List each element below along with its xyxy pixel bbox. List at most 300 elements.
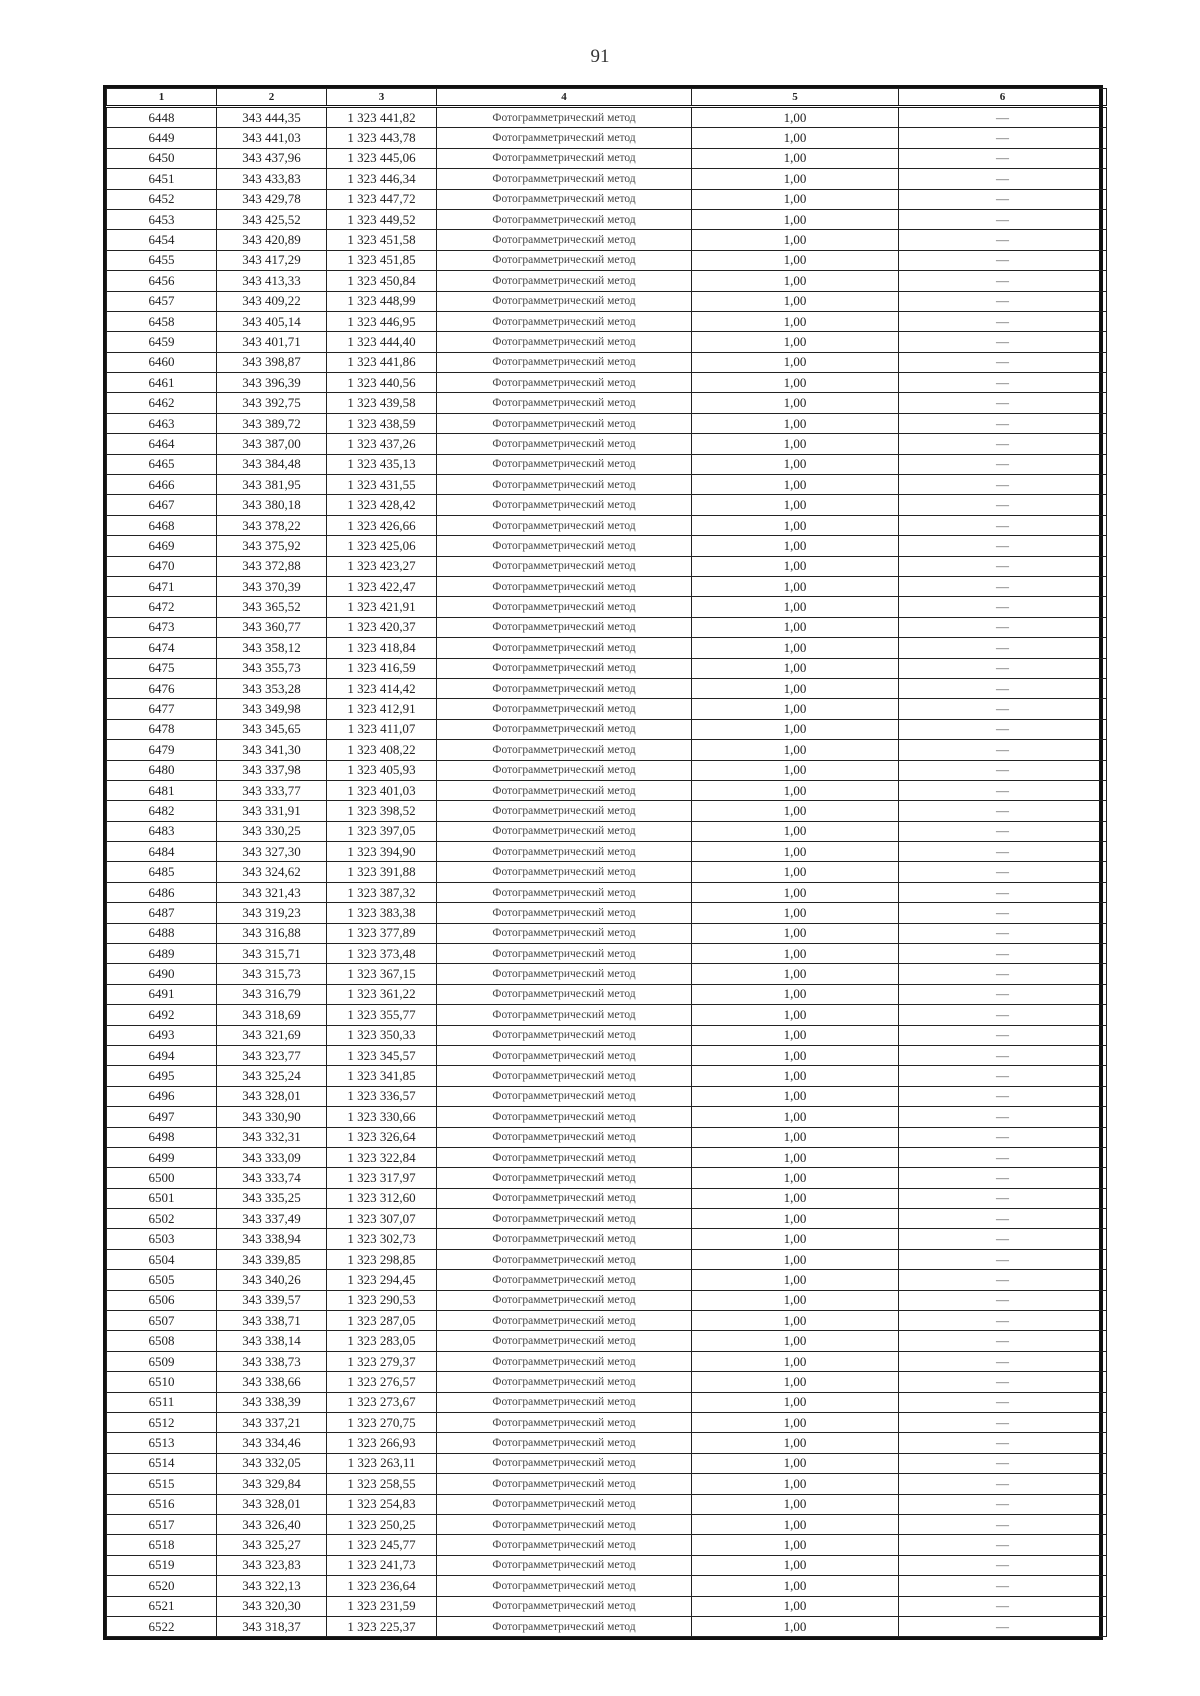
- point-number-cell: 6470: [107, 556, 217, 576]
- y-coordinate-cell: 1 323 428,42: [327, 495, 437, 515]
- accuracy-cell: 1,00: [692, 1474, 899, 1494]
- accuracy-cell: 1,00: [692, 1596, 899, 1616]
- table-body: [107, 107, 1107, 1637]
- point-number-cell: 6511: [107, 1392, 217, 1412]
- table-row: [107, 1351, 1107, 1371]
- y-coordinate-cell: 1 323 245,77: [327, 1535, 437, 1555]
- x-coordinate-cell: 343 330,90: [217, 1107, 327, 1127]
- note-cell: —: [899, 1229, 1107, 1249]
- accuracy-cell: 1,00: [692, 1005, 899, 1025]
- method-cell: Фотограмметрический метод: [437, 332, 692, 352]
- table-row: [107, 1066, 1107, 1086]
- note-cell: —: [899, 576, 1107, 596]
- x-coordinate-cell: 343 332,31: [217, 1127, 327, 1147]
- accuracy-cell: 1,00: [692, 842, 899, 862]
- x-coordinate-cell: 343 321,69: [217, 1025, 327, 1045]
- y-coordinate-cell: 1 323 241,73: [327, 1555, 437, 1575]
- y-coordinate-cell: 1 323 383,38: [327, 903, 437, 923]
- table-row: [107, 1086, 1107, 1106]
- method-cell: Фотограмметрический метод: [437, 271, 692, 291]
- table-row: [107, 842, 1107, 862]
- point-number-cell: 6487: [107, 903, 217, 923]
- y-coordinate-cell: 1 323 414,42: [327, 678, 437, 698]
- y-coordinate-cell: 1 323 440,56: [327, 373, 437, 393]
- table-row: [107, 1514, 1107, 1534]
- table-row: [107, 923, 1107, 943]
- point-number-cell: 6479: [107, 740, 217, 760]
- x-coordinate-cell: 343 328,01: [217, 1086, 327, 1106]
- point-number-cell: 6522: [107, 1616, 217, 1636]
- method-cell: Фотограмметрический метод: [437, 678, 692, 698]
- x-coordinate-cell: 343 401,71: [217, 332, 327, 352]
- note-cell: —: [899, 536, 1107, 556]
- y-coordinate-cell: 1 323 283,05: [327, 1331, 437, 1351]
- point-number-cell: 6464: [107, 434, 217, 454]
- accuracy-cell: 1,00: [692, 413, 899, 433]
- point-number-cell: 6450: [107, 148, 217, 168]
- x-coordinate-cell: 343 335,25: [217, 1188, 327, 1208]
- table-row: [107, 658, 1107, 678]
- point-number-cell: 6503: [107, 1229, 217, 1249]
- y-coordinate-cell: 1 323 437,26: [327, 434, 437, 454]
- accuracy-cell: 1,00: [692, 1290, 899, 1310]
- note-cell: —: [899, 1453, 1107, 1473]
- point-number-cell: 6469: [107, 536, 217, 556]
- x-coordinate-cell: 343 337,21: [217, 1413, 327, 1433]
- table-header-row: [107, 89, 1107, 107]
- y-coordinate-cell: 1 323 446,34: [327, 169, 437, 189]
- note-cell: —: [899, 311, 1107, 331]
- method-cell: Фотограмметрический метод: [437, 740, 692, 760]
- y-coordinate-cell: 1 323 317,97: [327, 1168, 437, 1188]
- table-row: [107, 1433, 1107, 1453]
- x-coordinate-cell: 343 339,85: [217, 1249, 327, 1269]
- x-coordinate-cell: 343 387,00: [217, 434, 327, 454]
- table-row: [107, 311, 1107, 331]
- accuracy-cell: 1,00: [692, 1555, 899, 1575]
- x-coordinate-cell: 343 325,27: [217, 1535, 327, 1555]
- accuracy-cell: 1,00: [692, 1351, 899, 1371]
- table-row: [107, 1249, 1107, 1269]
- x-coordinate-cell: 343 320,30: [217, 1596, 327, 1616]
- point-number-cell: 6455: [107, 250, 217, 270]
- y-coordinate-cell: 1 323 236,64: [327, 1576, 437, 1596]
- method-cell: Фотограмметрический метод: [437, 882, 692, 902]
- x-coordinate-cell: 343 444,35: [217, 107, 327, 128]
- y-coordinate-cell: 1 323 443,78: [327, 128, 437, 148]
- y-coordinate-cell: 1 323 441,82: [327, 107, 437, 128]
- table-row: [107, 128, 1107, 148]
- x-coordinate-cell: 343 321,43: [217, 882, 327, 902]
- table-row: [107, 332, 1107, 352]
- y-coordinate-cell: 1 323 412,91: [327, 699, 437, 719]
- y-coordinate-cell: 1 323 441,86: [327, 352, 437, 372]
- y-coordinate-cell: 1 323 450,84: [327, 271, 437, 291]
- table-row: [107, 148, 1107, 168]
- x-coordinate-cell: 343 333,77: [217, 780, 327, 800]
- method-cell: Фотограмметрический метод: [437, 128, 692, 148]
- y-coordinate-cell: 1 323 341,85: [327, 1066, 437, 1086]
- method-cell: Фотограмметрический метод: [437, 944, 692, 964]
- accuracy-cell: 1,00: [692, 944, 899, 964]
- point-number-cell: 6493: [107, 1025, 217, 1045]
- x-coordinate-cell: 343 319,23: [217, 903, 327, 923]
- note-cell: —: [899, 1555, 1107, 1575]
- y-coordinate-cell: 1 323 421,91: [327, 597, 437, 617]
- method-cell: Фотограмметрический метод: [437, 169, 692, 189]
- method-cell: Фотограмметрический метод: [437, 862, 692, 882]
- column-header: 5: [692, 89, 899, 107]
- method-cell: Фотограмметрический метод: [437, 1596, 692, 1616]
- x-coordinate-cell: 343 380,18: [217, 495, 327, 515]
- note-cell: —: [899, 271, 1107, 291]
- y-coordinate-cell: 1 323 287,05: [327, 1311, 437, 1331]
- y-coordinate-cell: 1 323 425,06: [327, 536, 437, 556]
- accuracy-cell: 1,00: [692, 1229, 899, 1249]
- method-cell: Фотограмметрический метод: [437, 801, 692, 821]
- point-number-cell: 6458: [107, 311, 217, 331]
- point-number-cell: 6472: [107, 597, 217, 617]
- accuracy-cell: 1,00: [692, 311, 899, 331]
- note-cell: —: [899, 678, 1107, 698]
- x-coordinate-cell: 343 417,29: [217, 250, 327, 270]
- y-coordinate-cell: 1 323 426,66: [327, 515, 437, 535]
- note-cell: —: [899, 332, 1107, 352]
- note-cell: —: [899, 617, 1107, 637]
- accuracy-cell: 1,00: [692, 1270, 899, 1290]
- table-row: [107, 617, 1107, 637]
- accuracy-cell: 1,00: [692, 719, 899, 739]
- x-coordinate-cell: 343 349,98: [217, 699, 327, 719]
- accuracy-cell: 1,00: [692, 1127, 899, 1147]
- table-row: [107, 576, 1107, 596]
- accuracy-cell: 1,00: [692, 556, 899, 576]
- note-cell: —: [899, 842, 1107, 862]
- x-coordinate-cell: 343 378,22: [217, 515, 327, 535]
- accuracy-cell: 1,00: [692, 903, 899, 923]
- table-row: [107, 780, 1107, 800]
- accuracy-cell: 1,00: [692, 128, 899, 148]
- point-number-cell: 6451: [107, 169, 217, 189]
- note-cell: —: [899, 373, 1107, 393]
- x-coordinate-cell: 343 375,92: [217, 536, 327, 556]
- method-cell: Фотограмметрический метод: [437, 250, 692, 270]
- note-cell: —: [899, 393, 1107, 413]
- point-number-cell: 6454: [107, 230, 217, 250]
- y-coordinate-cell: 1 323 387,32: [327, 882, 437, 902]
- method-cell: Фотограмметрический метод: [437, 209, 692, 229]
- y-coordinate-cell: 1 323 254,83: [327, 1494, 437, 1514]
- point-number-cell: 6508: [107, 1331, 217, 1351]
- point-number-cell: 6506: [107, 1290, 217, 1310]
- point-number-cell: 6468: [107, 515, 217, 535]
- table-row: [107, 1453, 1107, 1473]
- y-coordinate-cell: 1 323 401,03: [327, 780, 437, 800]
- y-coordinate-cell: 1 323 270,75: [327, 1413, 437, 1433]
- y-coordinate-cell: 1 323 391,88: [327, 862, 437, 882]
- point-number-cell: 6459: [107, 332, 217, 352]
- method-cell: Фотограмметрический метод: [437, 536, 692, 556]
- note-cell: —: [899, 699, 1107, 719]
- method-cell: Фотограмметрический метод: [437, 1045, 692, 1065]
- point-number-cell: 6489: [107, 944, 217, 964]
- point-number-cell: 6477: [107, 699, 217, 719]
- table-row: [107, 760, 1107, 780]
- y-coordinate-cell: 1 323 449,52: [327, 209, 437, 229]
- table-row: [107, 1045, 1107, 1065]
- method-cell: Фотограмметрический метод: [437, 699, 692, 719]
- note-cell: —: [899, 801, 1107, 821]
- y-coordinate-cell: 1 323 411,07: [327, 719, 437, 739]
- accuracy-cell: 1,00: [692, 1168, 899, 1188]
- accuracy-cell: 1,00: [692, 1025, 899, 1045]
- note-cell: —: [899, 1392, 1107, 1412]
- note-cell: —: [899, 719, 1107, 739]
- point-number-cell: 6452: [107, 189, 217, 209]
- point-number-cell: 6460: [107, 352, 217, 372]
- table-row: [107, 1005, 1107, 1025]
- y-coordinate-cell: 1 323 330,66: [327, 1107, 437, 1127]
- y-coordinate-cell: 1 323 231,59: [327, 1596, 437, 1616]
- note-cell: —: [899, 230, 1107, 250]
- point-number-cell: 6513: [107, 1433, 217, 1453]
- note-cell: —: [899, 454, 1107, 474]
- y-coordinate-cell: 1 323 439,58: [327, 393, 437, 413]
- x-coordinate-cell: 343 433,83: [217, 169, 327, 189]
- method-cell: Фотограмметрический метод: [437, 1413, 692, 1433]
- point-number-cell: 6461: [107, 373, 217, 393]
- x-coordinate-cell: 343 413,33: [217, 271, 327, 291]
- point-number-cell: 6448: [107, 107, 217, 128]
- point-number-cell: 6501: [107, 1188, 217, 1208]
- accuracy-cell: 1,00: [692, 230, 899, 250]
- point-number-cell: 6502: [107, 1209, 217, 1229]
- point-number-cell: 6485: [107, 862, 217, 882]
- accuracy-cell: 1,00: [692, 1453, 899, 1473]
- point-number-cell: 6518: [107, 1535, 217, 1555]
- accuracy-cell: 1,00: [692, 964, 899, 984]
- note-cell: —: [899, 1413, 1107, 1433]
- table-row: [107, 250, 1107, 270]
- accuracy-cell: 1,00: [692, 617, 899, 637]
- accuracy-cell: 1,00: [692, 862, 899, 882]
- x-coordinate-cell: 343 355,73: [217, 658, 327, 678]
- x-coordinate-cell: 343 333,74: [217, 1168, 327, 1188]
- point-number-cell: 6494: [107, 1045, 217, 1065]
- x-coordinate-cell: 343 338,39: [217, 1392, 327, 1412]
- method-cell: Фотограмметрический метод: [437, 475, 692, 495]
- x-coordinate-cell: 343 337,49: [217, 1209, 327, 1229]
- method-cell: Фотограмметрический метод: [437, 148, 692, 168]
- table-row: [107, 1025, 1107, 1045]
- note-cell: —: [899, 1025, 1107, 1045]
- note-cell: —: [899, 148, 1107, 168]
- note-cell: —: [899, 1372, 1107, 1392]
- accuracy-cell: 1,00: [692, 1086, 899, 1106]
- note-cell: —: [899, 780, 1107, 800]
- method-cell: Фотограмметрический метод: [437, 1025, 692, 1045]
- point-number-cell: 6482: [107, 801, 217, 821]
- note-cell: —: [899, 1147, 1107, 1167]
- y-coordinate-cell: 1 323 250,25: [327, 1514, 437, 1534]
- note-cell: —: [899, 1311, 1107, 1331]
- accuracy-cell: 1,00: [692, 1331, 899, 1351]
- accuracy-cell: 1,00: [692, 1392, 899, 1412]
- table-row: [107, 107, 1107, 128]
- accuracy-cell: 1,00: [692, 923, 899, 943]
- coordinates-table: [106, 88, 1107, 1637]
- method-cell: Фотограмметрический метод: [437, 821, 692, 841]
- x-coordinate-cell: 343 338,73: [217, 1351, 327, 1371]
- x-coordinate-cell: 343 398,87: [217, 352, 327, 372]
- note-cell: —: [899, 128, 1107, 148]
- accuracy-cell: 1,00: [692, 1576, 899, 1596]
- point-number-cell: 6462: [107, 393, 217, 413]
- method-cell: Фотограмметрический метод: [437, 1005, 692, 1025]
- method-cell: Фотограмметрический метод: [437, 1086, 692, 1106]
- point-number-cell: 6492: [107, 1005, 217, 1025]
- table-row: [107, 1188, 1107, 1208]
- accuracy-cell: 1,00: [692, 699, 899, 719]
- accuracy-cell: 1,00: [692, 291, 899, 311]
- method-cell: Фотограмметрический метод: [437, 495, 692, 515]
- x-coordinate-cell: 343 338,66: [217, 1372, 327, 1392]
- y-coordinate-cell: 1 323 350,33: [327, 1025, 437, 1045]
- point-number-cell: 6481: [107, 780, 217, 800]
- accuracy-cell: 1,00: [692, 107, 899, 128]
- table-row: [107, 699, 1107, 719]
- y-coordinate-cell: 1 323 423,27: [327, 556, 437, 576]
- accuracy-cell: 1,00: [692, 1514, 899, 1534]
- method-cell: Фотограмметрический метод: [437, 1311, 692, 1331]
- note-cell: —: [899, 209, 1107, 229]
- x-coordinate-cell: 343 340,26: [217, 1270, 327, 1290]
- accuracy-cell: 1,00: [692, 250, 899, 270]
- point-number-cell: 6512: [107, 1413, 217, 1433]
- point-number-cell: 6478: [107, 719, 217, 739]
- note-cell: —: [899, 740, 1107, 760]
- method-cell: Фотограмметрический метод: [437, 352, 692, 372]
- method-cell: Фотограмметрический метод: [437, 719, 692, 739]
- y-coordinate-cell: 1 323 431,55: [327, 475, 437, 495]
- method-cell: Фотограмметрический метод: [437, 1576, 692, 1596]
- table-row: [107, 475, 1107, 495]
- x-coordinate-cell: 343 341,30: [217, 740, 327, 760]
- note-cell: —: [899, 1127, 1107, 1147]
- x-coordinate-cell: 343 339,57: [217, 1290, 327, 1310]
- method-cell: Фотограмметрический метод: [437, 1351, 692, 1371]
- x-coordinate-cell: 343 370,39: [217, 576, 327, 596]
- accuracy-cell: 1,00: [692, 148, 899, 168]
- point-number-cell: 6486: [107, 882, 217, 902]
- accuracy-cell: 1,00: [692, 597, 899, 617]
- x-coordinate-cell: 343 345,65: [217, 719, 327, 739]
- method-cell: Фотограмметрический метод: [437, 842, 692, 862]
- note-cell: —: [899, 1045, 1107, 1065]
- x-coordinate-cell: 343 338,14: [217, 1331, 327, 1351]
- x-coordinate-cell: 343 396,39: [217, 373, 327, 393]
- point-number-cell: 6499: [107, 1147, 217, 1167]
- accuracy-cell: 1,00: [692, 1535, 899, 1555]
- note-cell: —: [899, 944, 1107, 964]
- y-coordinate-cell: 1 323 394,90: [327, 842, 437, 862]
- x-coordinate-cell: 343 325,24: [217, 1066, 327, 1086]
- accuracy-cell: 1,00: [692, 393, 899, 413]
- table-row: [107, 1168, 1107, 1188]
- table-row: [107, 1474, 1107, 1494]
- accuracy-cell: 1,00: [692, 189, 899, 209]
- method-cell: Фотограмметрический метод: [437, 107, 692, 128]
- y-coordinate-cell: 1 323 373,48: [327, 944, 437, 964]
- accuracy-cell: 1,00: [692, 801, 899, 821]
- note-cell: —: [899, 1535, 1107, 1555]
- accuracy-cell: 1,00: [692, 678, 899, 698]
- point-number-cell: 6520: [107, 1576, 217, 1596]
- accuracy-cell: 1,00: [692, 638, 899, 658]
- accuracy-cell: 1,00: [692, 475, 899, 495]
- x-coordinate-cell: 343 429,78: [217, 189, 327, 209]
- x-coordinate-cell: 343 322,13: [217, 1576, 327, 1596]
- note-cell: —: [899, 964, 1107, 984]
- accuracy-cell: 1,00: [692, 740, 899, 760]
- table-row: [107, 413, 1107, 433]
- table-row: [107, 434, 1107, 454]
- method-cell: Фотограмметрический метод: [437, 515, 692, 535]
- x-coordinate-cell: 343 441,03: [217, 128, 327, 148]
- table-row: [107, 801, 1107, 821]
- note-cell: —: [899, 515, 1107, 535]
- note-cell: —: [899, 1168, 1107, 1188]
- table-row: [107, 1270, 1107, 1290]
- note-cell: —: [899, 434, 1107, 454]
- table-row: [107, 271, 1107, 291]
- y-coordinate-cell: 1 323 420,37: [327, 617, 437, 637]
- accuracy-cell: 1,00: [692, 209, 899, 229]
- note-cell: —: [899, 189, 1107, 209]
- x-coordinate-cell: 343 384,48: [217, 454, 327, 474]
- column-header: 3: [327, 89, 437, 107]
- note-cell: —: [899, 1616, 1107, 1636]
- y-coordinate-cell: 1 323 422,47: [327, 576, 437, 596]
- accuracy-cell: 1,00: [692, 1311, 899, 1331]
- table-row: [107, 393, 1107, 413]
- point-number-cell: 6498: [107, 1127, 217, 1147]
- accuracy-cell: 1,00: [692, 495, 899, 515]
- x-coordinate-cell: 343 338,94: [217, 1229, 327, 1249]
- method-cell: Фотограмметрический метод: [437, 454, 692, 474]
- accuracy-cell: 1,00: [692, 169, 899, 189]
- accuracy-cell: 1,00: [692, 576, 899, 596]
- method-cell: Фотограмметрический метод: [437, 780, 692, 800]
- point-number-cell: 6466: [107, 475, 217, 495]
- table-row: [107, 1555, 1107, 1575]
- y-coordinate-cell: 1 323 258,55: [327, 1474, 437, 1494]
- y-coordinate-cell: 1 323 451,58: [327, 230, 437, 250]
- accuracy-cell: 1,00: [692, 271, 899, 291]
- x-coordinate-cell: 343 316,88: [217, 923, 327, 943]
- method-cell: Фотограмметрический метод: [437, 658, 692, 678]
- point-number-cell: 6519: [107, 1555, 217, 1575]
- x-coordinate-cell: 343 405,14: [217, 311, 327, 331]
- method-cell: Фотограмметрический метод: [437, 393, 692, 413]
- point-number-cell: 6517: [107, 1514, 217, 1534]
- table-row: [107, 352, 1107, 372]
- table-row: [107, 862, 1107, 882]
- table-row: [107, 1616, 1107, 1636]
- method-cell: Фотограмметрический метод: [437, 1229, 692, 1249]
- x-coordinate-cell: 343 358,12: [217, 638, 327, 658]
- table-row: [107, 903, 1107, 923]
